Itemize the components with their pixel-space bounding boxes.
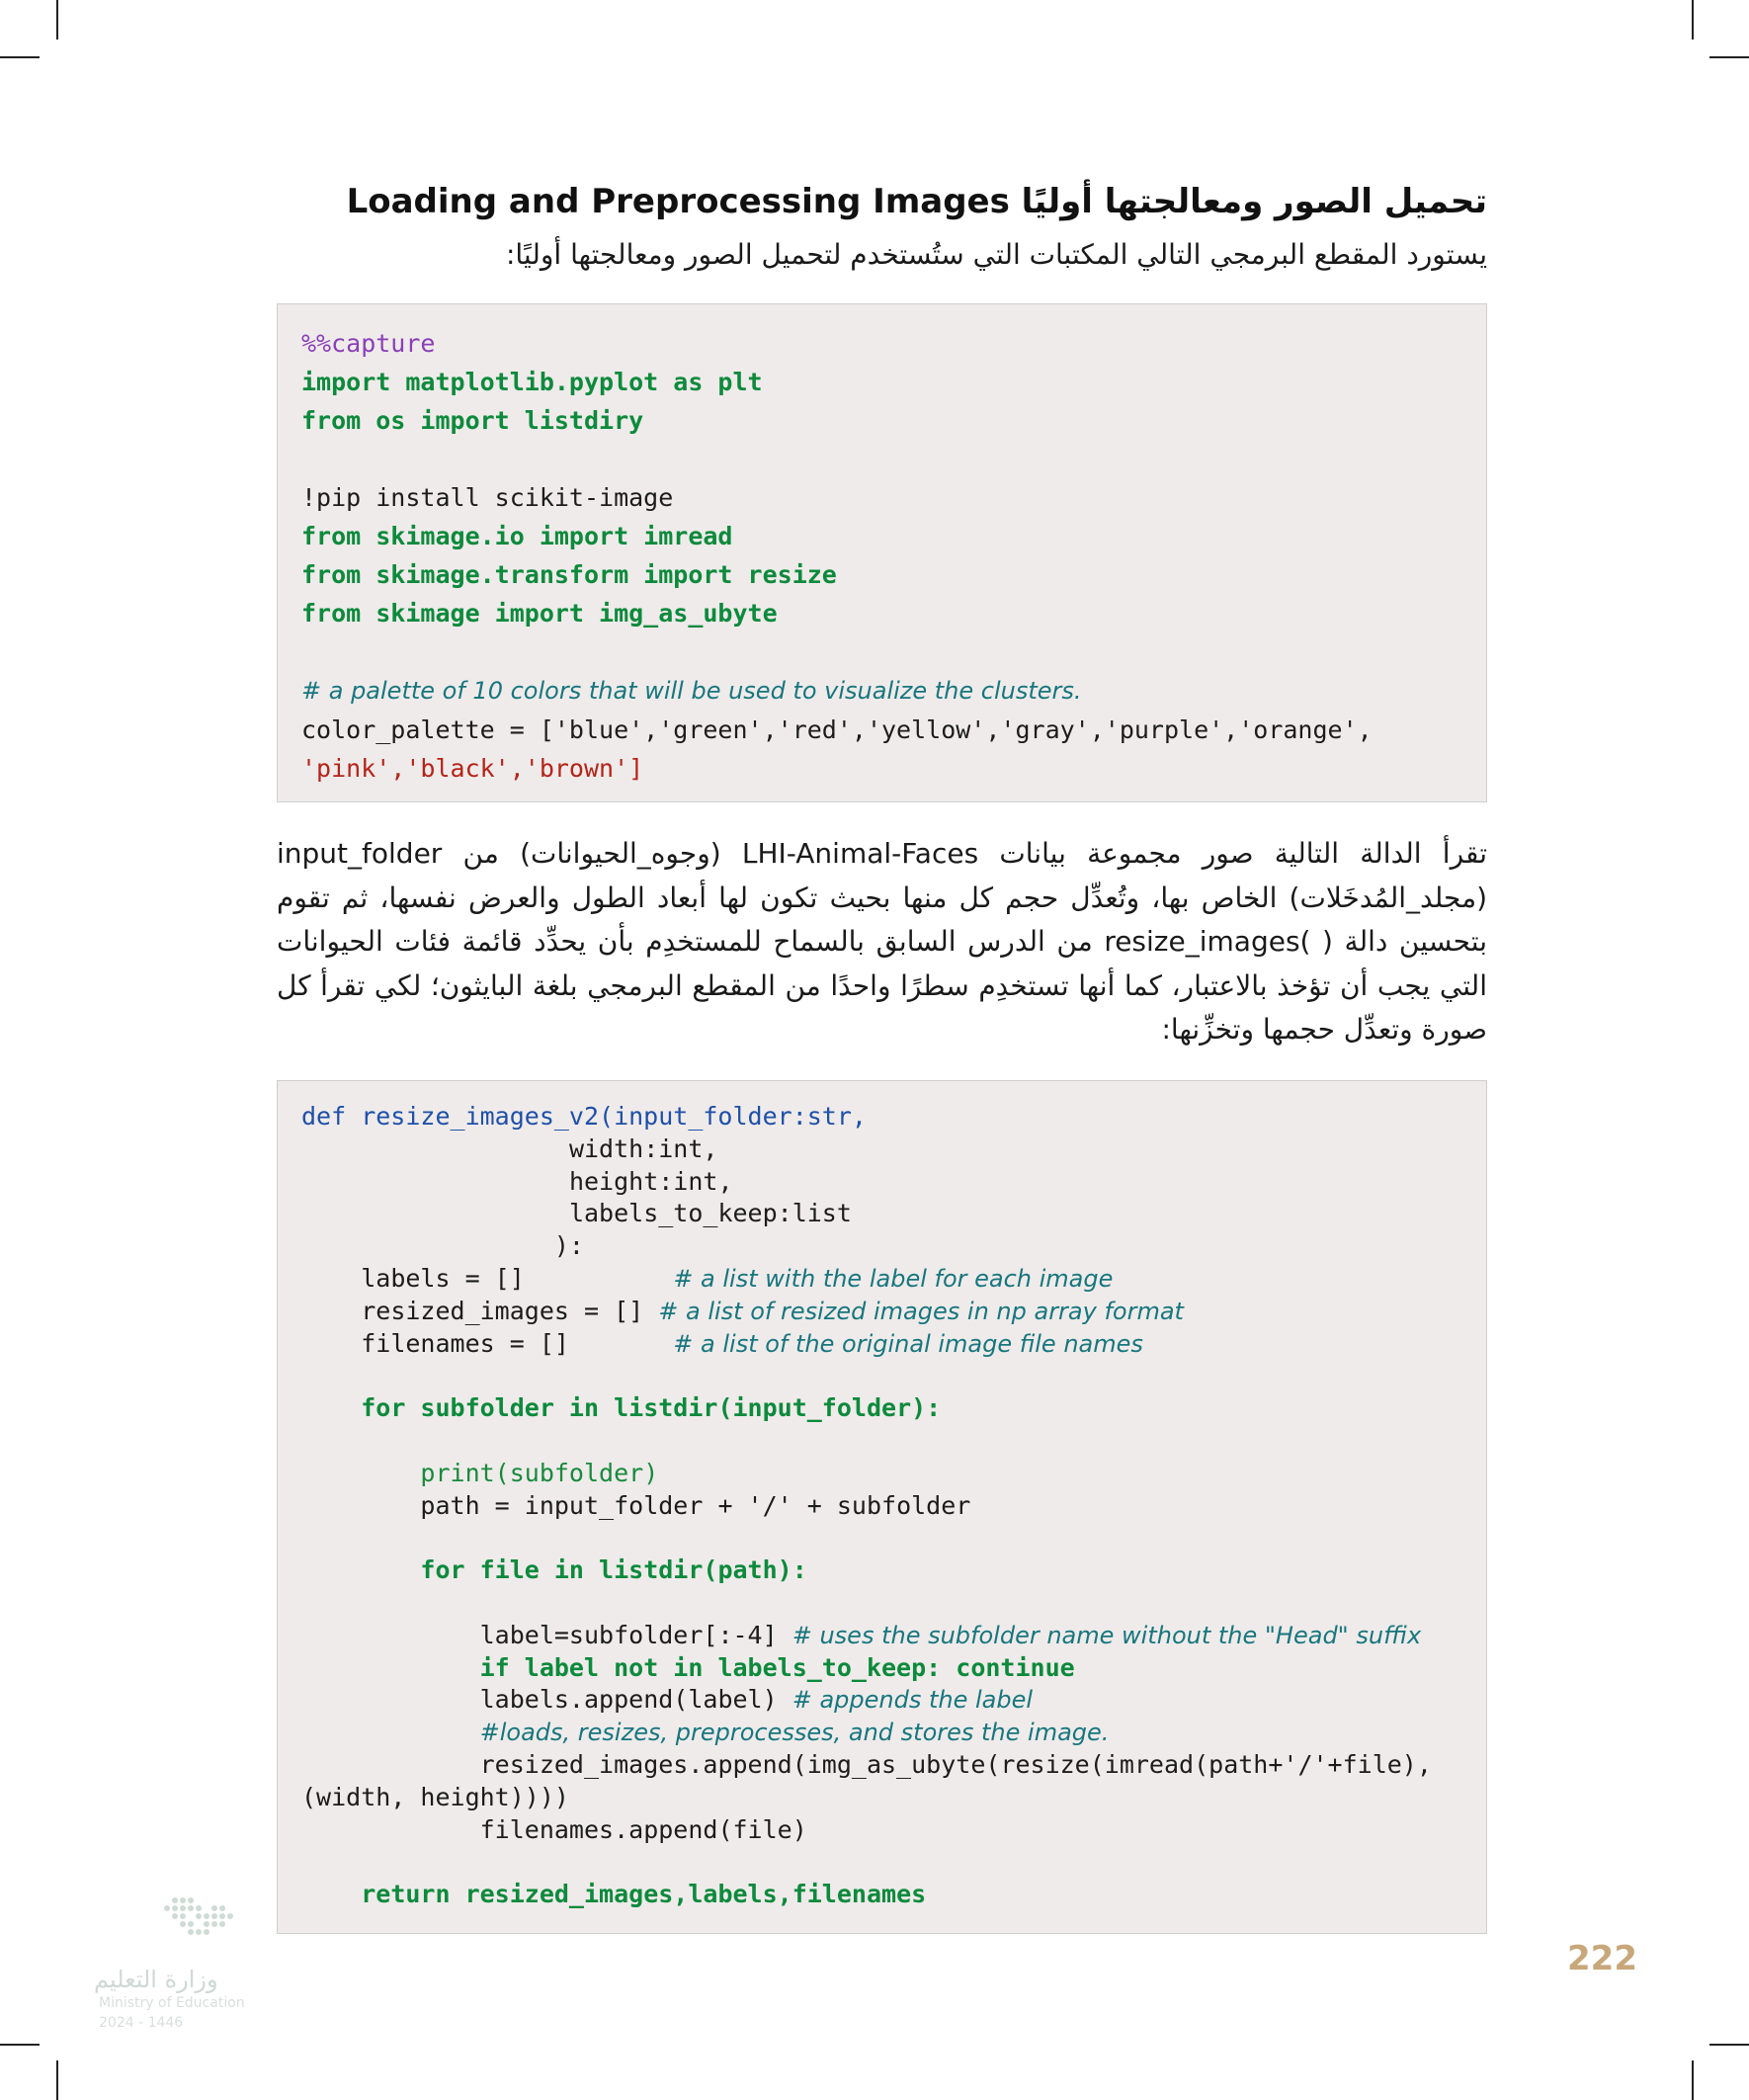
code-comment: # appends the label	[791, 1686, 1034, 1715]
intro-text: يستورد المقطع البرمجي التالي المكتبات التي ستُستخدم لتحميل الصور ومعالجتها أوليًا:	[505, 238, 1487, 271]
crop-mark	[0, 2044, 40, 2046]
para-text: (مجلد_المُدخَلات) الخاص بها، وتُعدِّل حجم كل منها بحيث تكون لها أبعاد الطول والعرض نفسها، ثم تقوم بتحسين دالة	[277, 881, 1487, 958]
code-comment: # a list with the label for each image	[673, 1264, 1114, 1293]
code-line: resized_images = []	[361, 1296, 644, 1325]
ministry-logo	[94, 1892, 262, 2041]
code-line: labels.append(label)	[479, 1685, 778, 1715]
crop-mark	[1692, 2060, 1694, 2100]
code-listing	[301, 1101, 1432, 1911]
code-line: labels_to_keep:list	[568, 1199, 852, 1228]
para-text: تقرأ الدالة التالية صور مجموعة بيانات	[978, 837, 1487, 870]
logo-english: Ministry of Education	[99, 1995, 245, 2011]
description-paragraph	[277, 832, 1487, 1052]
crop-mark	[56, 0, 58, 40]
code-line: color_palette = ['blue','green','red','yellow','gray','purple','orange',	[301, 715, 1373, 744]
crop-mark	[56, 2060, 58, 2100]
function-name: resize_images( )	[1104, 925, 1333, 958]
code-line: path = input_folder + '/' + subfolder	[420, 1490, 971, 1520]
logo-year: 2024 - 1446	[99, 2015, 184, 2031]
code-listing	[301, 324, 1373, 788]
crop-mark	[1692, 0, 1694, 40]
dataset-name: LHI-Animal-Faces	[741, 837, 979, 870]
code-line: labels = []	[361, 1263, 525, 1293]
para-text: من الدرس السابق بالسماح للمستخدِم بأن يحدِّد قائمة فئات الحيوانات التي يجب أن تؤخذ بالاعتبار، كما أنها تستخدِم سطرًا واحدًا من المقطع البرمجي بلغة البايثون؛ لكي تقرأ كل صورة وتعدِّل حجمها وتخزِّنها:	[277, 925, 1487, 1046]
code-comment: #loads, resizes, preprocesses, and stores the image.	[479, 1719, 1110, 1747]
crop-mark	[0, 56, 40, 58]
code-block-resize-function	[277, 1080, 1487, 1934]
logo-arabic: وزارة التعليم	[94, 1966, 218, 1993]
code-line: label=subfolder[:-4]	[479, 1620, 778, 1649]
code-line: filenames.append(file)	[479, 1814, 807, 1844]
code-line: return resized_images,labels,filenames	[361, 1880, 927, 1909]
crop-mark	[1709, 2044, 1749, 2046]
code-line: from os import listdiry	[301, 406, 644, 435]
code-comment: # a palette of 10 colors that will be used to visualize the clusters.	[301, 677, 1082, 705]
code-comment: # uses the subfolder name without the "Head" suffix	[791, 1621, 1422, 1649]
code-line: print(subfolder)	[420, 1458, 659, 1487]
code-line: from skimage.transform import resize	[301, 560, 837, 589]
code-line: 'pink','black','brown']	[301, 754, 644, 783]
code-line: ):	[553, 1231, 584, 1261]
code-line: !pip install scikit-image	[301, 483, 674, 512]
page-number: 222	[1567, 1939, 1637, 1978]
code-line: height:int,	[568, 1166, 733, 1196]
code-line: from skimage.io import imread	[301, 522, 733, 550]
code-line: from skimage import img_as_ubyte	[301, 599, 778, 628]
code-comment: # a list of the original image file names	[673, 1329, 1143, 1358]
para-text: (وجوه_الحيوانات) من	[442, 837, 742, 870]
code-line: resized_images.append(img_as_ubyte(resize(imread(path+'/'+file),	[479, 1749, 1432, 1779]
code-line: (width, height))))	[301, 1782, 569, 1811]
code-line: import matplotlib.pyplot as plt	[301, 368, 763, 396]
code-line: def resize_images_v2(input_folder:str,	[301, 1102, 867, 1131]
code-comment: # a list of resized images in np array format	[658, 1297, 1184, 1325]
code-line: filenames = []	[361, 1328, 569, 1358]
code-block-imports	[277, 303, 1487, 802]
code-line: for subfolder in listdir(input_folder):	[361, 1393, 942, 1423]
code-line: if label not in labels_to_keep: continue	[479, 1652, 1075, 1682]
logo-dots-icon	[94, 1892, 262, 1952]
code-line: width:int,	[568, 1134, 718, 1163]
section-heading: تحميل الصور ومعالجتها أوليًا Loading and Preprocessing Images	[346, 182, 1487, 221]
crop-mark	[1709, 56, 1749, 58]
folder-name: input_folder	[277, 837, 443, 870]
code-line: %%capture	[301, 329, 436, 358]
code-line: for file in listdir(path):	[420, 1555, 807, 1585]
